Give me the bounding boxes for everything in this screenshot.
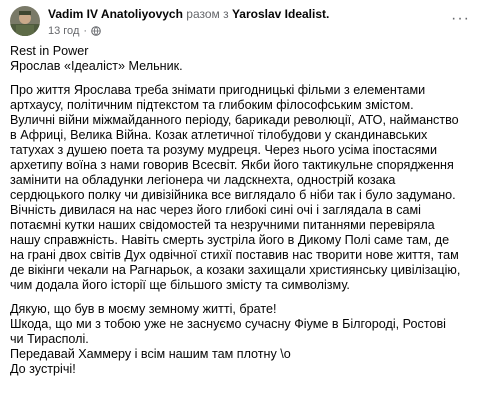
author-name[interactable]: Vadim IV Anatoliyovych: [48, 7, 183, 21]
post-text-line: Ярослав «Ідеаліст» Мельник.: [10, 59, 183, 73]
globe-icon: [91, 26, 101, 36]
post-text-line: татухах з душею поета та розуму мудреця. Через нього усіма іпостасями: [10, 143, 437, 157]
post-text-line: артхаусу, політичним підтекстом та глибоким філософським змістом.: [10, 98, 414, 112]
post-paragraph: [10, 44, 472, 74]
post-text-line: чим додала його історії ще більшого змісту та символізму.: [10, 278, 350, 292]
post-text-line: в Африці, Велика Війна. Козак атлетичної тілобудови у скандинавських: [10, 128, 428, 142]
author-line: [48, 7, 430, 22]
post-text-line: потаємні кутки наших свідомостей та незручними питаннями перевіряла: [10, 218, 435, 232]
post-text-line: замінити на обладунки легіонера чи ладскнехта, однострій козака: [10, 173, 396, 187]
post-meta: [48, 7, 430, 38]
post-text-line: сердюцького полку чи дивізійника все виглядало б ніби так і було задумано.: [10, 188, 456, 202]
post-paragraph: [10, 83, 472, 293]
time-line: [48, 24, 430, 38]
dot-separator: ·: [83, 25, 88, 37]
post-text-line: архетипу воїна з нами говорив Всесвіт. Якби його тактикульне спорядження: [10, 158, 454, 172]
post-body: [10, 44, 472, 386]
post-text-line: Про життя Ярослава треба знімати пригодницькі фільми з елементами: [10, 83, 426, 97]
post-text-line: де вікінги чекали на Рагнарьок, а козаки захищали християнську цивілізацію,: [10, 263, 461, 277]
author-avatar[interactable]: [10, 6, 40, 36]
post-text-line: Вуличні війни міжмайданного періоду, барикади революції, АТО, найманство: [10, 113, 459, 127]
post-text-line: на грані двох світів Дух одвічної стихії поставив нас творити нове життя, там: [10, 248, 459, 262]
post-time[interactable]: 13 год: [48, 25, 80, 37]
post-paragraph: [10, 302, 472, 377]
post-text-line: До зустрічі!: [10, 362, 76, 376]
post-text-line: чи Тирасполі.: [10, 332, 89, 346]
post-text-line: Rest in Power: [10, 44, 89, 58]
post-text-line: нашу справжність. Навіть смерть зустріла його в Дикому Полі саме там, де: [10, 233, 450, 247]
post-text-line: Вічність дивилася на нас через його глибокі сині очі і заглядала в самі: [10, 203, 421, 217]
post-header: [10, 4, 470, 38]
with-text: разом з: [186, 7, 229, 21]
post-text-line: Передавай Хаммеру і всім нашим там плотну \о: [10, 347, 291, 361]
dot-text: .: [326, 7, 330, 21]
post-text-line: Шкода, що ми з тобою уже не заснуємо сучасну Фіуме в Білгороді, Ростові: [10, 317, 446, 331]
tagged-name[interactable]: Yaroslav Idealist: [231, 7, 327, 21]
post-text-line: Дякую, що був в моєму земному житті, брате!: [10, 302, 277, 316]
more-options-button[interactable]: ···: [451, 10, 470, 27]
